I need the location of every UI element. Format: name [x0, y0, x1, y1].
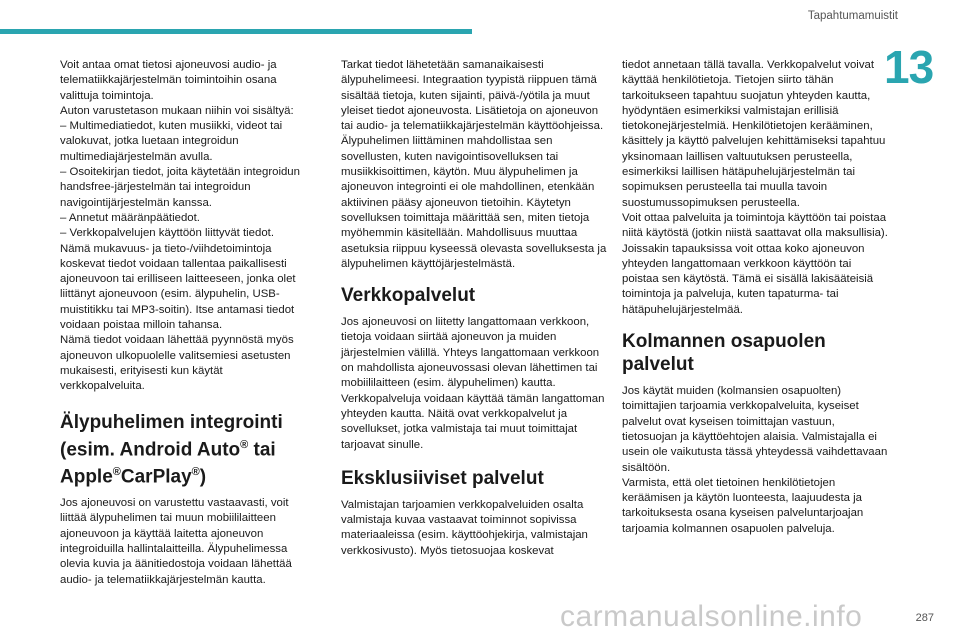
header-accent-bar: [0, 29, 472, 34]
chapter-number: 13: [884, 41, 934, 93]
paragraph: tiedot annetaan tällä tavalla. Verkkopalvelut voivat käyttää henkilötietoja. Tietojen siirto tähän tarkoitukseen tapahtuu suojatun yhteyden kautta, hyödyntäen esimerkiksi valmistajan erillisiä tietokonejärjestelmiä. Henkilötietojen kerääminen, käsittely ja käyttö palvelujen kehittämiseksi tapahtuu yksinomaan laillisen valtuutuksen perusteella, esimerkiksi laillisen hätäpuhelujärjestelmän tai sopimuksen perusteella tai muulla tavoin suostumussopimuksen perusteella.: [622, 59, 886, 209]
list-item: – Osoitekirjan tiedot, joita käytetään integroidun handsfree-järjestelmän tai integroidun navigointijärjestelmän kanssa.: [60, 166, 300, 209]
paragraph: Voit antaa omat tietosi ajoneuvosi audio- ja telematiikkajärjestelmän toimintoihin osana valittuja toimintoja.: [60, 59, 277, 102]
list-item: – Verkkopalvelujen käyttöön liittyvät tiedot.: [60, 227, 275, 240]
paragraph: Valmistajan tarjoamien verkkopalveluiden osalta valmistaja kuvaa vastaavat toiminnot sopivissa materiaaleissa (esim. käyttöohjekirja, valmistajan verkkosivusto). Myös tietosuojaa koskevat: [341, 498, 588, 557]
paragraph: Jos ajoneuvosi on liitetty langattomaan verkkoon, tietoja voidaan siirtää ajoneuvon ja muiden järjestelmien välillä. Yhteys langattomaan verkkoon on mahdollista ajoneuvossasi olevan lähettimen tai mobiililaitteen (esim. älypuhelimen) kautta. Verkkopalveluja voidaan käyttää tämän langattoman yhteyden kautta. Näitä ovat verkkopalvelut ja sovellukset, jotka valmistaja tai muut toimittajat tarjoavat sinulle.: [341, 316, 605, 451]
paragraph: Auton varustetason mukaan niihin voi sisältyä:: [60, 104, 294, 117]
section-heading-third-party: Kolmannen osapuolen palvelut: [622, 331, 826, 376]
column-2: [341, 58, 607, 559]
running-header: Tapahtumamuistit: [807, 10, 898, 22]
page-number: 287: [915, 612, 934, 624]
paragraph: Älypuhelimen liittäminen mahdollistaa sen sovellusten, kuten navigointisovelluksen tai musiikkisoittimen, käytön. Muu älypuhelimen ja ajoneuvon integrointi ei ole mahdollinen, etenkään aktiivinen pääsy ajoneuvon tietoihin. Käytetyn sovelluksen toimittaja määrittää sen, miten tietoja myöhemmin käsitellään. Mahdollisuus muuttaa asetuksia riippuu kyseessä olevasta sovelluksesta ja älypuhelimen käyttöjärjestelmästä.: [341, 135, 607, 270]
section-heading-smartphone: Älypuhelimen integrointi (esim. Android Auto® tai Apple®CarPlay®): [60, 411, 283, 488]
paragraph: Jos käytät muiden (kolmansien osapuolten) toimittajien tarjoamia verkkopalveluita, kyseiset palvelut ovat kyseisen toimittajan vastuun, tietosuojan ja käyttöehtojen alaisia. Valmistajalla ei usein ole vaikutusta tässä yhteydessä vaihdettavaan sisältöön.: [622, 385, 888, 474]
paragraph: Nämä mukavuus- ja tieto-/viihdetoimintoja koskevat tiedot voidaan tallentaa paikallisesti ajoneuvoon tai erilliseen laitteeseen, jonka olet liittänyt ajoneuvoon (esim. älypuhelin, USB-muistitikku tai MP3-soitin). Itse antamasi tiedot voidaan poistaa milloin tahansa.: [60, 242, 296, 332]
watermark: carmanualsonline.info: [560, 600, 863, 633]
column-1: [60, 58, 308, 588]
paragraph: Voit ottaa palveluita ja toimintoja käyttöön tai poistaa niitä käytöstä (jotkin niistä saattavat olla maksullisia). Joissakin tapauksissa voit ottaa koko ajoneuvon yhteyden langattomaan verkkoon käyttöön tai poistaa sen käytöstä. Tämä ei sisällä lakisääteisiä toimintoja ja palveluja, kuten tapaturma- tai hätäpuhelujärjestelmää.: [622, 211, 888, 316]
paragraph: Nämä tiedot voidaan lähettää pyynnöstä myös ajoneuvon ulkopuolelle valitsemiesi asetusten mukaisesti, erityisesti kun käytät verkkopalveluita.: [60, 334, 294, 393]
paragraph: Varmista, että olet tietoinen henkilötietojen keräämisen ja käytön luonteesta, laajuudesta ja tarkoituksesta osana kyseisen palveluntarjoajan tarjoamia kolmannen osapuolen palveluja.: [622, 476, 864, 535]
section-heading-exclusive: Eksklusiiviset palvelut: [341, 467, 544, 489]
column-3: [622, 58, 888, 537]
list-item: – Multimediatiedot, kuten musiikki, videot tai valokuvat, jotka luetaan integroidun multimediajärjestelmän avulla.: [60, 120, 283, 163]
section-heading-network: Verkkopalvelut: [341, 285, 476, 307]
list-item: – Annetut määränpäätiedot.: [60, 211, 200, 224]
paragraph: Jos ajoneuvosi on varustettu vastaavasti, voit liittää älypuhelimen tai muun mobiililaitteen ajoneuvoon ja käyttää laitetta ajoneuvon integroiduilla hallintalaitteilla. Älypuhelimessa olevia kuvia ja äänitiedostoja voidaan lähettää audio- ja telematiikkajärjestelmän kautta.: [60, 497, 292, 586]
paragraph: Tarkat tiedot lähetetään samanaikaisesti älypuhelimeesi. Integraation tyypistä riippuen tämä sisältää tietoja, kuten sijainti, päivä-/yötila ja muut yleiset tiedot ajoneuvosta. Lisätietoja on ajoneuvon tai audio- ja telematiikkajärjestelmän käyttöohjeissa.: [341, 59, 604, 133]
